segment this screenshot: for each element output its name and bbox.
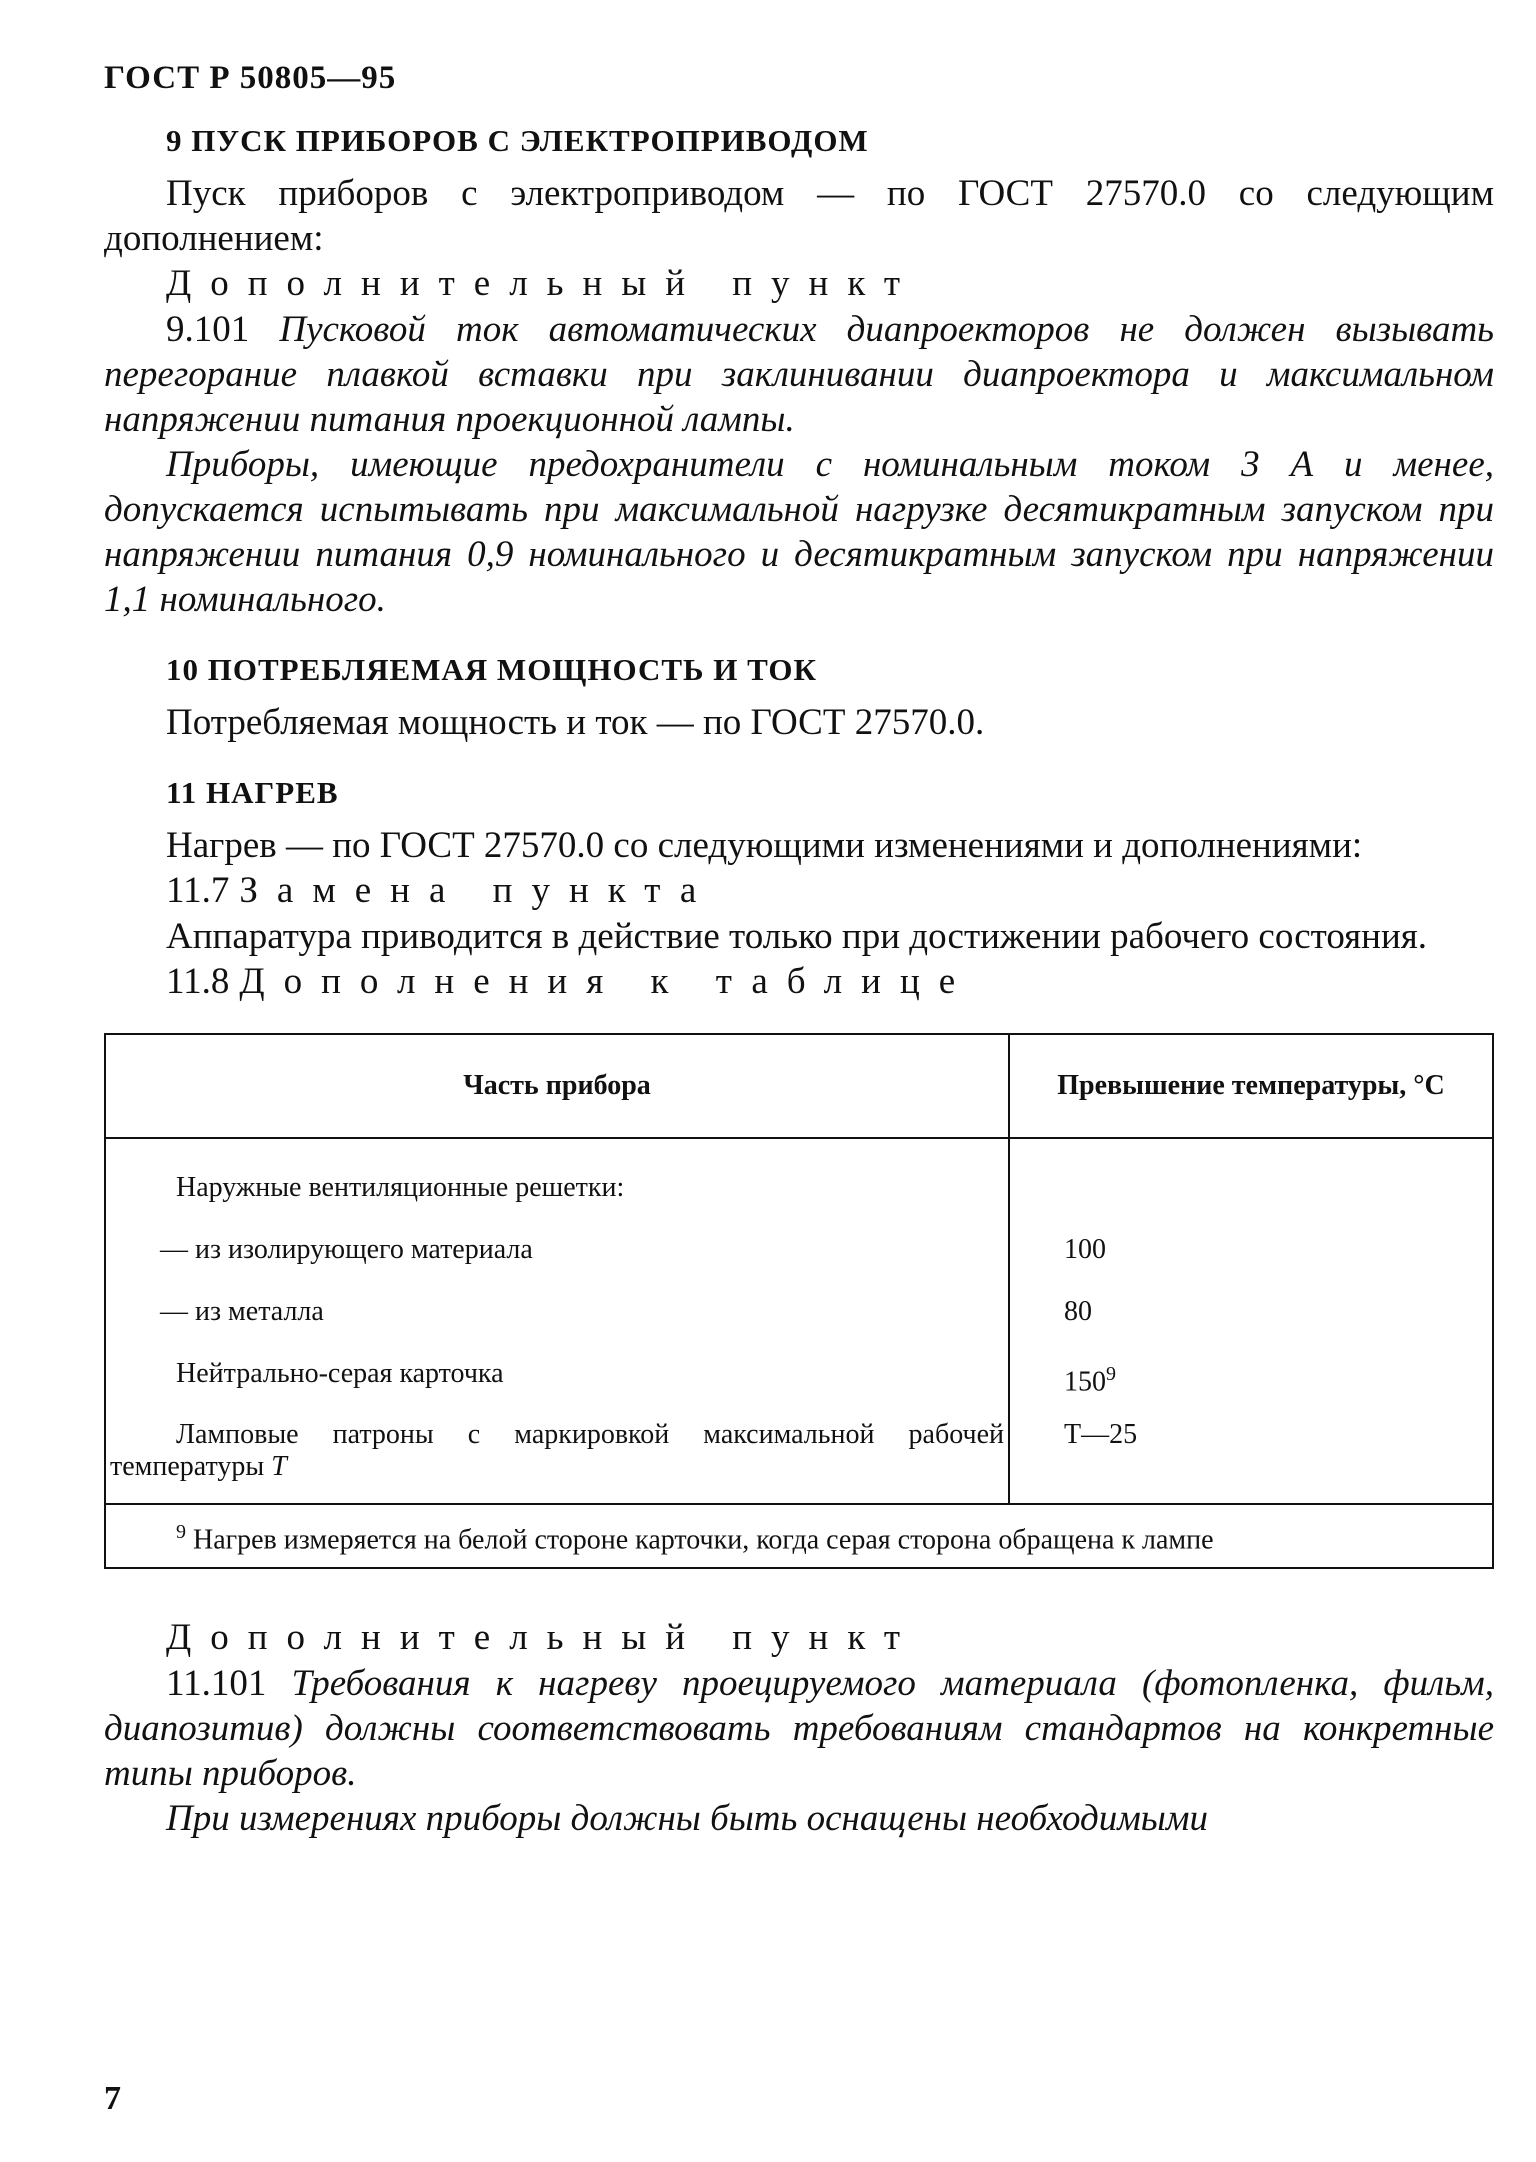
section-11-title: 11 НАГРЕВ [166, 775, 339, 810]
section-9-title: 9 ПУСК ПРИБОРОВ С ЭЛЕКТРОПРИВОДОМ [166, 123, 869, 158]
clause-11-101-continued: При измерениях приборы должны быть оснащены необходимыми [166, 1798, 1208, 1840]
clause-9-101 [104, 307, 1494, 442]
section-11b-label: Дополнительный пункт [166, 1617, 920, 1659]
clause-11-101 [104, 1661, 1494, 1796]
table-header-part: Часть прибора [105, 1034, 1009, 1138]
subclause-11-7-heading [166, 868, 1494, 914]
table-cell-part [106, 1405, 1008, 1503]
clause-9-101-continued: Приборы, имеющие предохранители с номинальным током 3 А и менее, допускается испытывать при максимальной нагрузке десятикратным запуском при напряжении питания 0,9 номинального и десятикратным запуском при напряжении 1,1 номинального. [104, 444, 1494, 620]
table-value-column [1009, 1138, 1493, 1504]
section-9-intro: Пуск приборов с электроприводом — по ГОСТ 27570.0 со следующим дополнением: [104, 173, 1494, 259]
subclause-number: 11.8 [166, 961, 230, 1002]
section-10-text: Потребляемая мощность и ток — по ГОСТ 27570.0. [166, 702, 985, 743]
temperature-table [104, 1033, 1494, 1569]
subclause-11-8-heading [166, 959, 1494, 1005]
document-page [104, 60, 1494, 1841]
subclause-label: Замена пункта [239, 870, 716, 911]
table-footnote [105, 1504, 1493, 1568]
subclause-11-7-text: Аппаратура приводится в действие только при достижении рабочего состояния. [166, 916, 1428, 957]
table-footnote-row [105, 1504, 1493, 1568]
document-header: ГОСТ Р 50805—95 [104, 60, 397, 96]
footnote-reference: 9 [1106, 1363, 1116, 1385]
table-part-column [105, 1138, 1009, 1504]
table-cell-value: Т—25 [1064, 1419, 1138, 1450]
clause-number: 9.101 [166, 309, 250, 350]
subclause-number: 11.7 [166, 870, 230, 911]
table-header-row [105, 1034, 1493, 1138]
table-cell-part: — из изолирующего материала [160, 1234, 533, 1265]
clause-number: 11.101 [166, 1663, 267, 1705]
table-cell-value-with-note [1010, 1343, 1492, 1405]
table-header-temperature: Превышение температуры, °С [1009, 1034, 1493, 1138]
table-cell-value: 80 [1064, 1296, 1092, 1327]
section-11-intro: Нагрев — по ГОСТ 27570.0 со следующими изменениями и дополнениями: [166, 825, 1363, 866]
footnote-mark: 9 [176, 1521, 186, 1543]
footnote-text: Нагрев измеряется на белой стороне карточки, когда серая сторона обращена к лампе [193, 1524, 1214, 1556]
table-cell-value: 100 [1064, 1234, 1106, 1265]
table-cell-value [1010, 1157, 1492, 1219]
table-cell-part-symbol: Т [271, 1451, 287, 1482]
table-cell-part: Нейтрально-серая карточка [176, 1358, 504, 1389]
section-10-title: 10 ПОТРЕБЛЯЕМАЯ МОЩНОСТЬ И ТОК [166, 652, 817, 687]
page-number: 7 [104, 2080, 121, 2117]
clause-text: Требования к нагреву проецируемого материала (фотопленка, фильм, диапозитив) должны соответствовать требованиям стандартов на конкретные типы приборов. [104, 1663, 1495, 1795]
table-body-row [105, 1138, 1493, 1504]
clause-text: Пусковой ток автоматических диапроекторов не должен вызывать перегорание плавкой вставки при заклинивании диапроектора и максимальном напряжении питания проекционной лампы. [104, 309, 1495, 440]
table-cell-part: — из металла [160, 1296, 324, 1327]
table-cell-part-text: Ламповые патроны с маркировкой максимальной рабочей температуры [110, 1419, 1004, 1482]
table-cell-part: Наружные вентиляционные решетки: [176, 1172, 625, 1203]
table-cell-value: 150 [1064, 1366, 1106, 1398]
subclause-label: Дополнения к таблице [239, 961, 975, 1002]
section-9-label: Дополнительный пункт [166, 263, 920, 304]
